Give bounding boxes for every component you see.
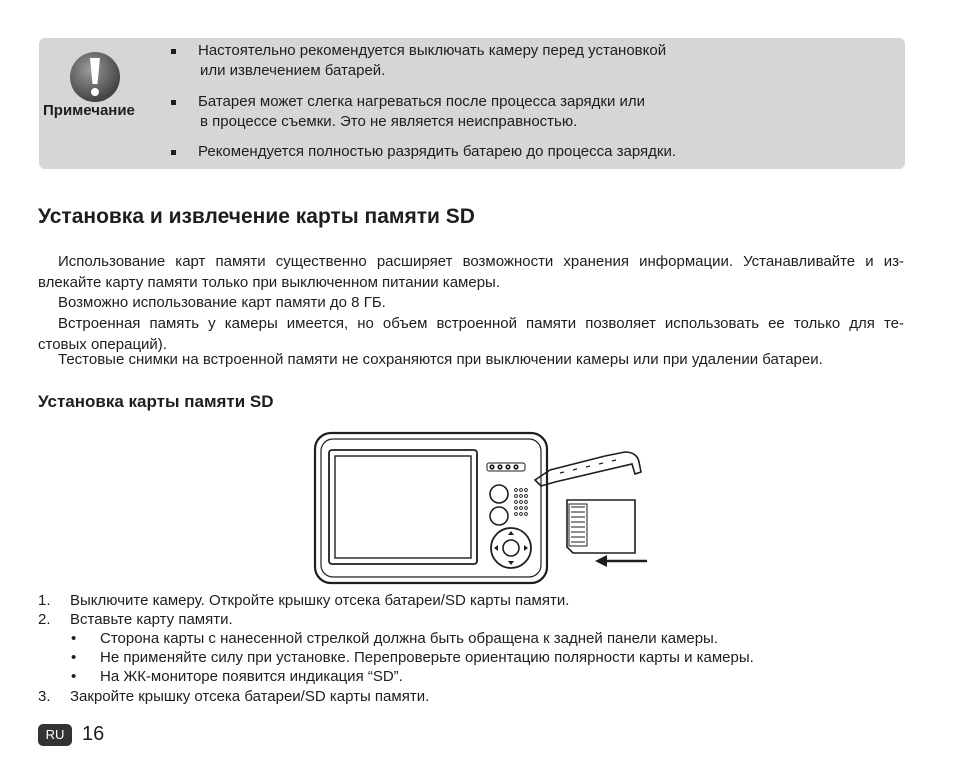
paragraph — [38, 349, 904, 370]
step-number: 2. — [38, 611, 51, 628]
step-text: Вставьте карту памяти. — [70, 611, 233, 628]
step-text: Закройте крышку отсека батареи/SD карты памяти. — [70, 688, 430, 705]
note-item-line: Настоятельно рекомендуется выключать камеру перед установкой — [198, 42, 667, 59]
language-badge: RU — [38, 724, 72, 746]
section-title: Установка и извлечение карты памяти SD — [38, 205, 475, 228]
paragraph-line: Встроенная память у камеры имеется, но объем встроенной памяти позволяет использовать ее только для те- — [58, 315, 904, 332]
paragraph-line: стовых операций). — [38, 336, 167, 353]
camera-sd-illustration — [305, 428, 655, 588]
paragraph-line: влекайте карту памяти только при выключенном питании камеры. — [38, 274, 500, 291]
paragraph-line: Тестовые снимки на встроенной памяти не сохраняются при выключении камеры или при удалении батареи. — [58, 351, 823, 368]
step-text: Выключите камеру. Откройте крышку отсека батареи/SD карты памяти. — [70, 592, 570, 609]
note-item — [198, 92, 645, 132]
paragraph-line: Использование карт памяти существенно расширяет возможности хранения информации. Устанавливайте и из- — [58, 253, 904, 270]
step-number: 1. — [38, 592, 51, 609]
square-bullet-icon — [171, 100, 176, 105]
step-bullet-text: На ЖК-мониторе появится индикация “SD”. — [100, 668, 403, 685]
square-bullet-icon — [171, 49, 176, 54]
paragraph — [38, 292, 904, 313]
step-bullet-text: Сторона карты с нанесенной стрелкой должна быть обращена к задней панели камеры. — [100, 630, 719, 647]
dot-bullet-icon: • — [71, 630, 77, 647]
square-bullet-icon — [171, 150, 176, 155]
note-item-line: в процессе съемки. Это не является неисправностью. — [200, 113, 578, 130]
step-bullet-text: Не применяйте силу при установке. Перепроверьте ориентацию полярности карты и камеры. — [100, 649, 754, 666]
page-number: 16 — [82, 723, 105, 745]
note-item — [198, 41, 666, 81]
note-label: Примечание — [43, 102, 135, 119]
exclamation-icon — [68, 50, 122, 104]
note-item-line: или извлечением батарей. — [200, 62, 386, 79]
note-item-line: Батарея может слегка нагреваться после процесса зарядки или — [198, 93, 646, 110]
paragraph — [38, 251, 904, 293]
note-item — [198, 142, 676, 162]
note-item-line: Рекомендуется полностью разрядить батарею до процесса зарядки. — [198, 143, 677, 160]
subsection-title: Установка карты памяти SD — [38, 392, 274, 411]
dot-bullet-icon: • — [71, 668, 77, 685]
step-number: 3. — [38, 688, 51, 705]
paragraph-line: Возможно использование карт памяти до 8 ГБ. — [58, 294, 386, 311]
dot-bullet-icon: • — [71, 649, 77, 666]
